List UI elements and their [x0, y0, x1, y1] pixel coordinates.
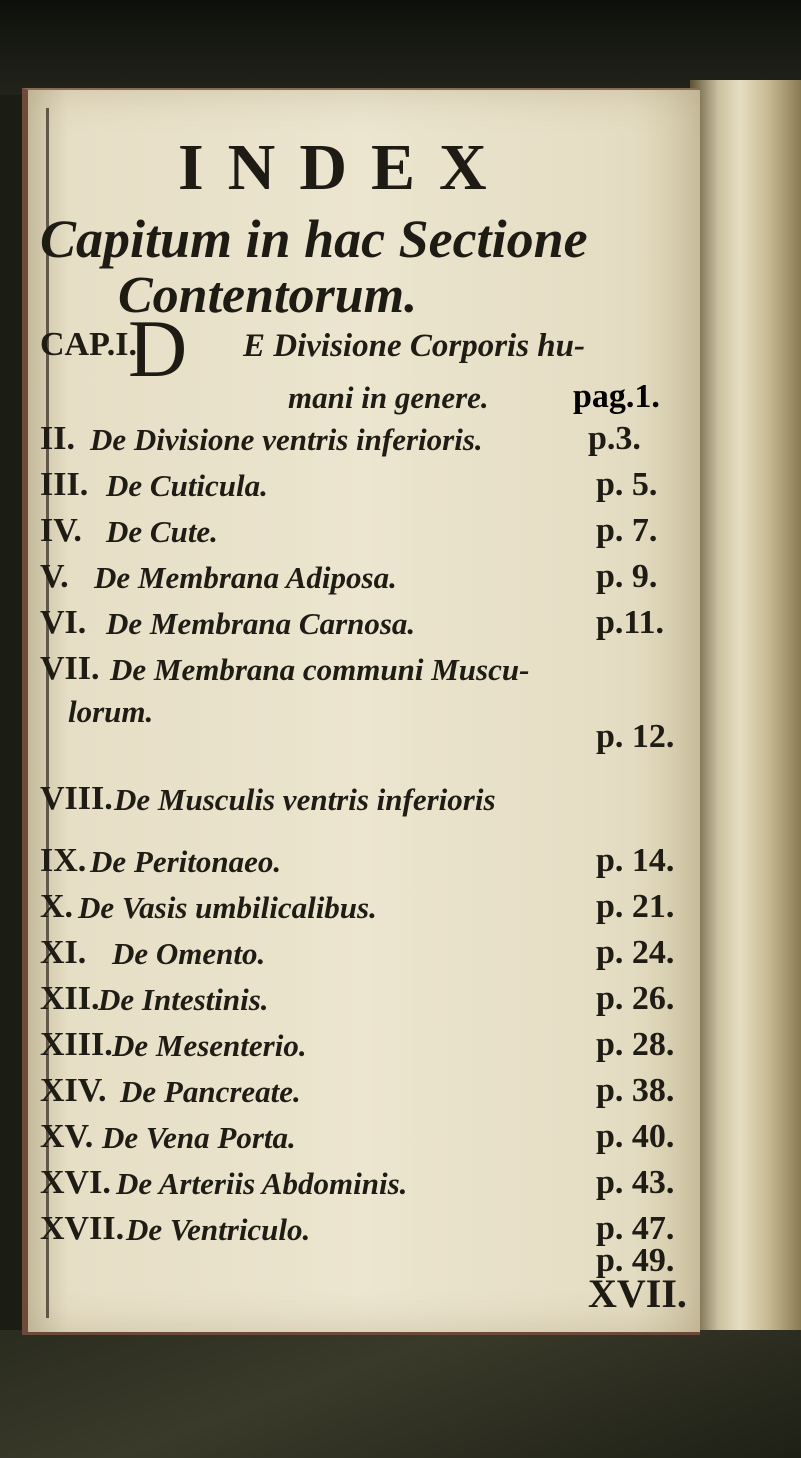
- book-page: [22, 88, 700, 1335]
- chapter-number: VII.: [40, 650, 100, 687]
- chapter-number: III.: [40, 466, 89, 503]
- page-reference: p.3.: [588, 420, 641, 457]
- chapter-number: XI.: [40, 934, 87, 971]
- subtitle-line-2: Contentorum.: [118, 267, 418, 324]
- chapter-number: IX.: [40, 842, 87, 879]
- entry-title: De Vasis umbilicalibus.: [78, 890, 377, 925]
- index-entry: [28, 888, 700, 938]
- index-entry: [28, 934, 700, 984]
- entry-title: E Divisione Corporis hu-: [243, 328, 585, 364]
- entry-title: De Omento.: [112, 936, 266, 971]
- catchword: XVII.: [588, 1271, 687, 1316]
- entry-title: De Ventriculo.: [126, 1212, 311, 1247]
- index-entry: [28, 692, 700, 755]
- entry-title: De Mesenterio.: [112, 1028, 307, 1063]
- index-entry: [28, 980, 700, 1030]
- chapter-number: XII.: [40, 980, 100, 1017]
- subtitle-line-1: Capitum in hac Sectione: [40, 209, 588, 269]
- drop-cap: D: [128, 303, 188, 394]
- page-reference: p. 12.: [596, 718, 675, 755]
- index-entry: [28, 1026, 700, 1076]
- chapter-number: IV.: [40, 512, 82, 549]
- page-heading: INDEX: [178, 131, 511, 204]
- page-reference: p. 9.: [596, 558, 658, 595]
- chapter-number: XVII.: [40, 1210, 125, 1247]
- entry-title: De Membrana Adiposa.: [94, 560, 397, 595]
- page-reference: pag.1.: [573, 378, 660, 415]
- page-reference: p. 47.: [596, 1210, 675, 1247]
- entry-title: De Pancreate.: [120, 1074, 301, 1109]
- index-entries: [28, 90, 700, 1332]
- page-reference: p.11.: [596, 604, 665, 641]
- page-reference: p. 28.: [596, 1026, 675, 1063]
- entry-title: lorum.: [68, 694, 154, 729]
- page-reference: p. 14.: [596, 842, 675, 879]
- entry-title: De Divisione ventris inferioris.: [90, 422, 483, 457]
- page-reference: p. 7.: [596, 512, 658, 549]
- chapter-number: II.: [40, 420, 75, 457]
- page-reference: p. 21.: [596, 888, 675, 925]
- chapter-number: V.: [40, 558, 69, 595]
- chapter-number: XIV.: [40, 1072, 107, 1109]
- index-entry: [28, 1072, 700, 1122]
- entry-title-continuation: mani in genere.: [288, 380, 489, 415]
- chapter-number: XVI.: [40, 1164, 111, 1201]
- page-reference: p. 40.: [596, 1118, 675, 1155]
- page-reference: p. 38.: [596, 1072, 675, 1109]
- entry-title: De Musculis ventris inferioris: [114, 782, 496, 817]
- index-entry: [28, 1164, 700, 1214]
- index-entry: [28, 604, 700, 654]
- background-top: [0, 0, 801, 95]
- chapter-number: X.: [40, 888, 74, 925]
- chapter-number: VI.: [40, 604, 87, 641]
- chapter-number: CAP.I.: [40, 326, 137, 363]
- index-entry: [28, 512, 700, 562]
- entry-title: De Arteriis Abdominis.: [116, 1166, 408, 1201]
- chapter-number: VIII.: [40, 780, 113, 817]
- chapter-number: XIII.: [40, 1026, 113, 1063]
- chapter-number: XV.: [40, 1118, 94, 1155]
- entry-title: De Membrana Carnosa.: [106, 606, 416, 641]
- entry-title: De Cuticula.: [106, 468, 268, 503]
- index-entry: [28, 1118, 700, 1168]
- index-entry: [28, 842, 700, 892]
- entry-title: De Vena Porta.: [102, 1120, 296, 1155]
- entry-title: De Peritonaeo.: [90, 844, 282, 879]
- entry-title: De Intestinis.: [98, 982, 269, 1017]
- page-reference: p. 24.: [596, 934, 675, 971]
- index-entry: [28, 466, 700, 516]
- background-bottom: [0, 1330, 801, 1458]
- index-entry: [28, 420, 700, 470]
- page-reference: p. 49.: [596, 1242, 675, 1279]
- page-reference: p. 26.: [596, 980, 675, 1017]
- background-right-page-edges: [690, 80, 801, 1340]
- index-entry: [28, 780, 700, 830]
- page-reference: p. 43.: [596, 1164, 675, 1201]
- entry-title: De Membrana communi Muscu-: [110, 652, 530, 687]
- index-entry: [28, 558, 700, 608]
- entry-title: De Cute.: [106, 514, 218, 549]
- page-reference: p. 5.: [596, 466, 658, 503]
